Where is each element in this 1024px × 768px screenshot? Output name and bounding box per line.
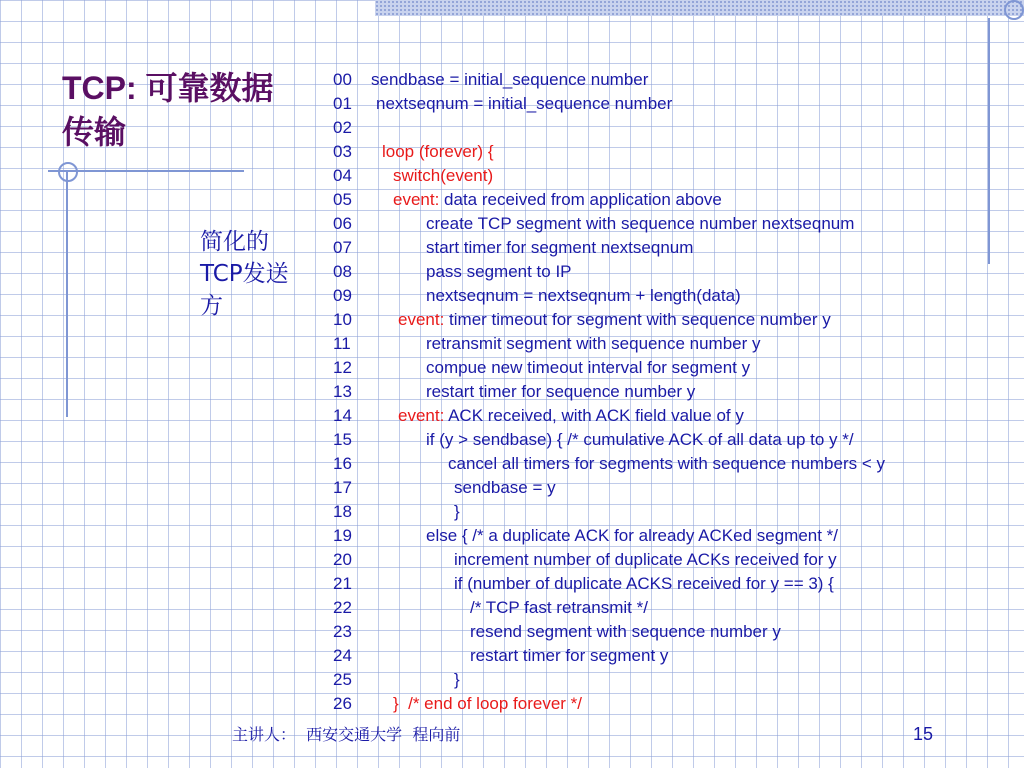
title-circle-ornament [58, 162, 78, 182]
code-text [448, 452, 885, 476]
code-statement: retransmit segment with sequence number y [426, 334, 761, 353]
page-number: 15 [913, 724, 934, 744]
code-statement: sendbase = y [454, 478, 556, 497]
code-text [454, 500, 460, 524]
code-text [426, 356, 750, 380]
code-statement: cancel all timers for segments with sequence numbers < y [448, 454, 886, 473]
code-line [333, 644, 1013, 668]
code-statement: } [454, 502, 460, 521]
code-keyword: } /* end of loop forever */ [393, 694, 583, 713]
code-text [426, 260, 572, 284]
slide-title: TCP: 可靠数据传输 [62, 70, 274, 150]
line-number: 13 [333, 382, 352, 401]
line-number: 07 [333, 238, 352, 257]
code-text [470, 596, 648, 620]
line-number: 26 [333, 694, 352, 713]
code-text [398, 308, 831, 332]
line-number: 25 [333, 670, 352, 689]
line-number: 11 [333, 334, 351, 353]
code-text [426, 212, 854, 236]
code-line [333, 236, 1013, 260]
code-line [333, 524, 1013, 548]
code-line [333, 500, 1013, 524]
code-statement: create TCP segment with sequence number nextseqnum [426, 214, 855, 233]
code-text [393, 164, 493, 188]
code-keyword: event: [393, 190, 440, 209]
line-number: 10 [333, 310, 352, 329]
code-text [454, 668, 460, 692]
code-statement: if (y > sendbase) { /* cumulative ACK of all data up to y */ [426, 430, 854, 449]
code-block [333, 68, 1013, 716]
code-text [426, 524, 838, 548]
code-statement: resend segment with sequence number y [470, 622, 781, 641]
line-number: 18 [333, 502, 352, 521]
code-line [333, 284, 1013, 308]
code-text [382, 140, 494, 164]
line-number: 12 [333, 358, 352, 377]
footer-text: 主讲人： 西安交通大学 程向前 [232, 725, 461, 744]
code-statement: increment number of duplicate ACKs received for y [454, 550, 837, 569]
code-text [398, 404, 744, 428]
line-number: 02 [333, 118, 352, 137]
code-text [470, 620, 781, 644]
code-statement: } [454, 670, 460, 689]
code-statement: nextseqnum = nextseqnum + length(data) [426, 286, 741, 305]
top-decorative-bar [375, 0, 1024, 16]
code-text [426, 380, 695, 404]
line-number: 24 [333, 646, 352, 665]
code-line [333, 620, 1013, 644]
code-statement: data received from application above [439, 190, 722, 209]
code-line [333, 308, 1013, 332]
line-number: 04 [333, 166, 352, 185]
code-line [333, 452, 1013, 476]
top-right-circle-ornament [1004, 0, 1024, 20]
code-line [333, 68, 1013, 92]
code-line [333, 404, 1013, 428]
code-line [333, 428, 1013, 452]
slide-subtitle: 简化的TCP发送方 [200, 229, 289, 319]
code-line [333, 116, 1013, 140]
line-number: 19 [333, 526, 352, 545]
code-line [333, 164, 1013, 188]
code-line [333, 596, 1013, 620]
code-keyword: switch(event) [393, 166, 494, 185]
line-number: 03 [333, 142, 352, 161]
left-decorative-line [66, 172, 68, 417]
code-keyword: event: [398, 406, 445, 425]
code-text [454, 572, 834, 596]
code-line [333, 92, 1013, 116]
code-statement: restart timer for sequence number y [426, 382, 696, 401]
line-number: 22 [333, 598, 352, 617]
code-line [333, 212, 1013, 236]
code-line [333, 332, 1013, 356]
code-line [333, 380, 1013, 404]
code-text [426, 236, 693, 260]
line-number: 14 [333, 406, 352, 425]
line-number: 09 [333, 286, 352, 305]
code-statement: else { /* a duplicate ACK for already ACKed segment */ [426, 526, 839, 545]
line-number: 08 [333, 262, 352, 281]
code-text [371, 68, 648, 92]
code-line [333, 188, 1013, 212]
line-number: 15 [333, 430, 352, 449]
code-statement: pass segment to IP [426, 262, 572, 281]
code-line [333, 668, 1013, 692]
code-statement: if (number of duplicate ACKS received for y == 3) { [454, 574, 834, 593]
code-statement: compue new timeout interval for segment y [426, 358, 751, 377]
line-number: 21 [333, 574, 352, 593]
line-number: 23 [333, 622, 352, 641]
code-text [470, 644, 668, 668]
code-text [454, 548, 837, 572]
code-line [333, 260, 1013, 284]
line-number: 06 [333, 214, 352, 233]
code-keyword: loop (forever) { [382, 142, 494, 161]
code-text [454, 476, 556, 500]
line-number: 05 [333, 190, 352, 209]
code-line [333, 572, 1013, 596]
code-line [333, 692, 1013, 716]
line-number: 16 [333, 454, 352, 473]
line-number: 17 [333, 478, 352, 497]
line-number: 01 [333, 94, 352, 113]
code-text [426, 284, 741, 308]
line-number: 00 [333, 70, 352, 89]
code-text [426, 332, 761, 356]
code-line [333, 476, 1013, 500]
code-line [333, 356, 1013, 380]
code-text [426, 428, 854, 452]
line-number: 20 [333, 550, 352, 569]
code-statement: timer timeout for segment with sequence number y [444, 310, 831, 329]
code-keyword: event: [398, 310, 445, 329]
code-text [393, 188, 722, 212]
code-text [376, 92, 672, 116]
code-text [393, 692, 582, 716]
code-line [333, 140, 1013, 164]
code-line [333, 548, 1013, 572]
code-statement: restart timer for segment y [470, 646, 669, 665]
code-statement: /* TCP fast retransmit */ [470, 598, 648, 617]
code-statement: start timer for segment nextseqnum [426, 238, 694, 257]
code-statement: sendbase = initial_sequence number [371, 70, 649, 89]
code-statement: ACK received, with ACK field value of y [444, 406, 744, 425]
code-statement: nextseqnum = initial_sequence number [376, 94, 673, 113]
